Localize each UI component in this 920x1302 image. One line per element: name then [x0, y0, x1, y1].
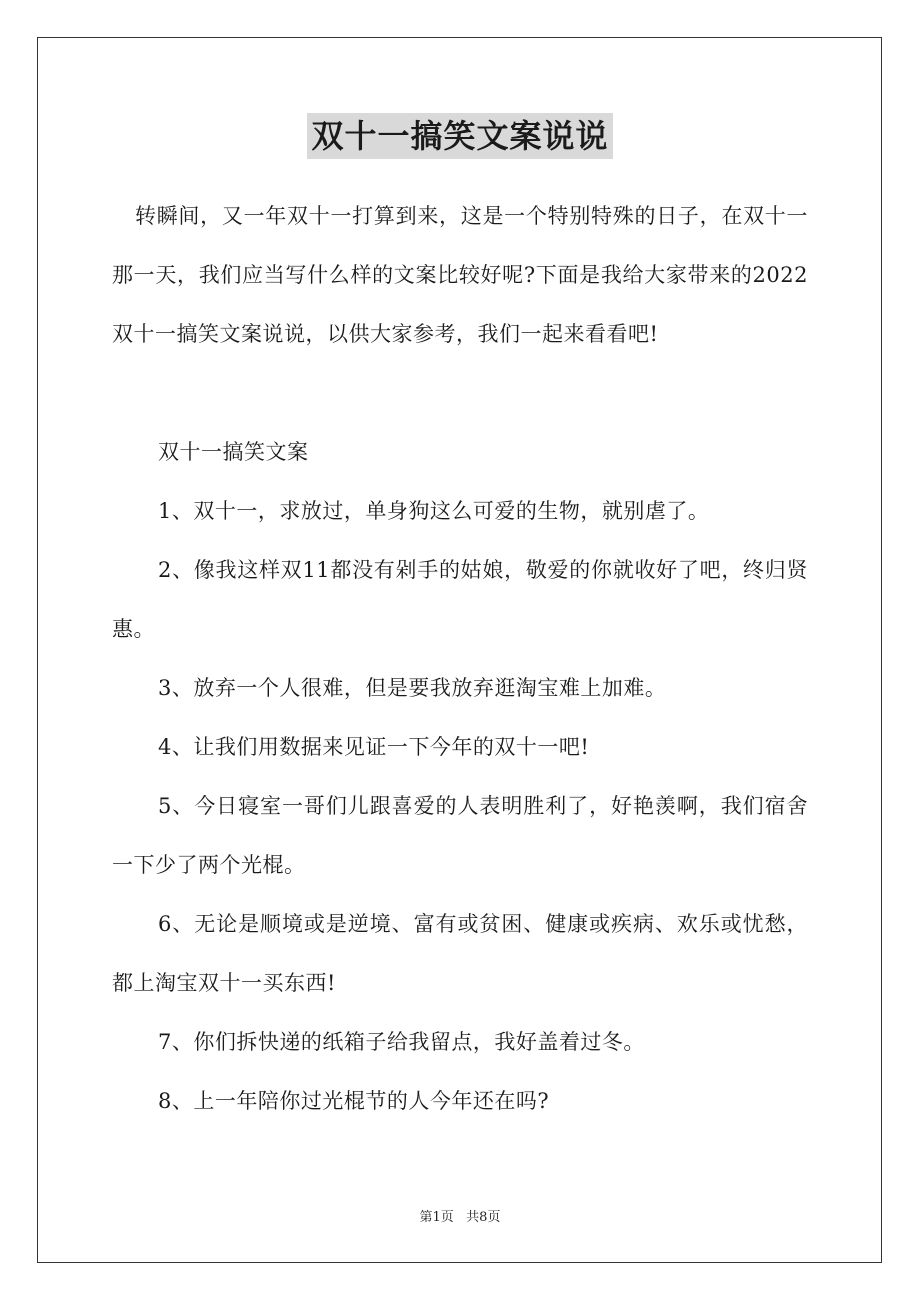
list-item: 2、像我这样双11都没有剁手的姑娘，敬爱的你就收好了吧，终归贤惠。 [112, 558, 808, 641]
list-item: 7、你们拆快递的纸箱子给我留点，我好盖着过冬。 [158, 1030, 645, 1054]
document-title: 双十一搞笑文案说说 [307, 113, 612, 159]
page-footer [0, 1206, 920, 1225]
list-item: 1、双十一，求放过，单身狗这么可爱的生物，就别虐了。 [158, 499, 710, 523]
section-heading: 双十一搞笑文案 [158, 440, 309, 464]
list-item: 6、无论是顺境或是逆境、富有或贫困、健康或疾病、欢乐或忧愁，都上淘宝双十一买东西! [112, 912, 808, 995]
page-number: 第1页 共8页 [419, 1210, 501, 1225]
title-container [0, 113, 920, 159]
intro-paragraph: 转瞬间，又一年双十一打算到来，这是一个特别特殊的日子，在双十一那一天，我们应当写什么样的文案比较好呢?下面是我给大家带来的2022双十一搞笑文案说说，以供大家参考，我们一起来看看吧! [112, 204, 808, 346]
list-item: 3、放弃一个人很难，但是要我放弃逛淘宝难上加难。 [158, 676, 667, 700]
list-item: 5、今日寝室一哥们儿跟喜爱的人表明胜利了，好艳羡啊，我们宿舍一下少了两个光棍。 [112, 794, 808, 877]
list-item: 8、上一年陪你过光棍节的人今年还在吗? [158, 1089, 550, 1113]
list-item: 4、让我们用数据来见证一下今年的双十一吧! [158, 735, 590, 759]
document-body [112, 187, 808, 1131]
